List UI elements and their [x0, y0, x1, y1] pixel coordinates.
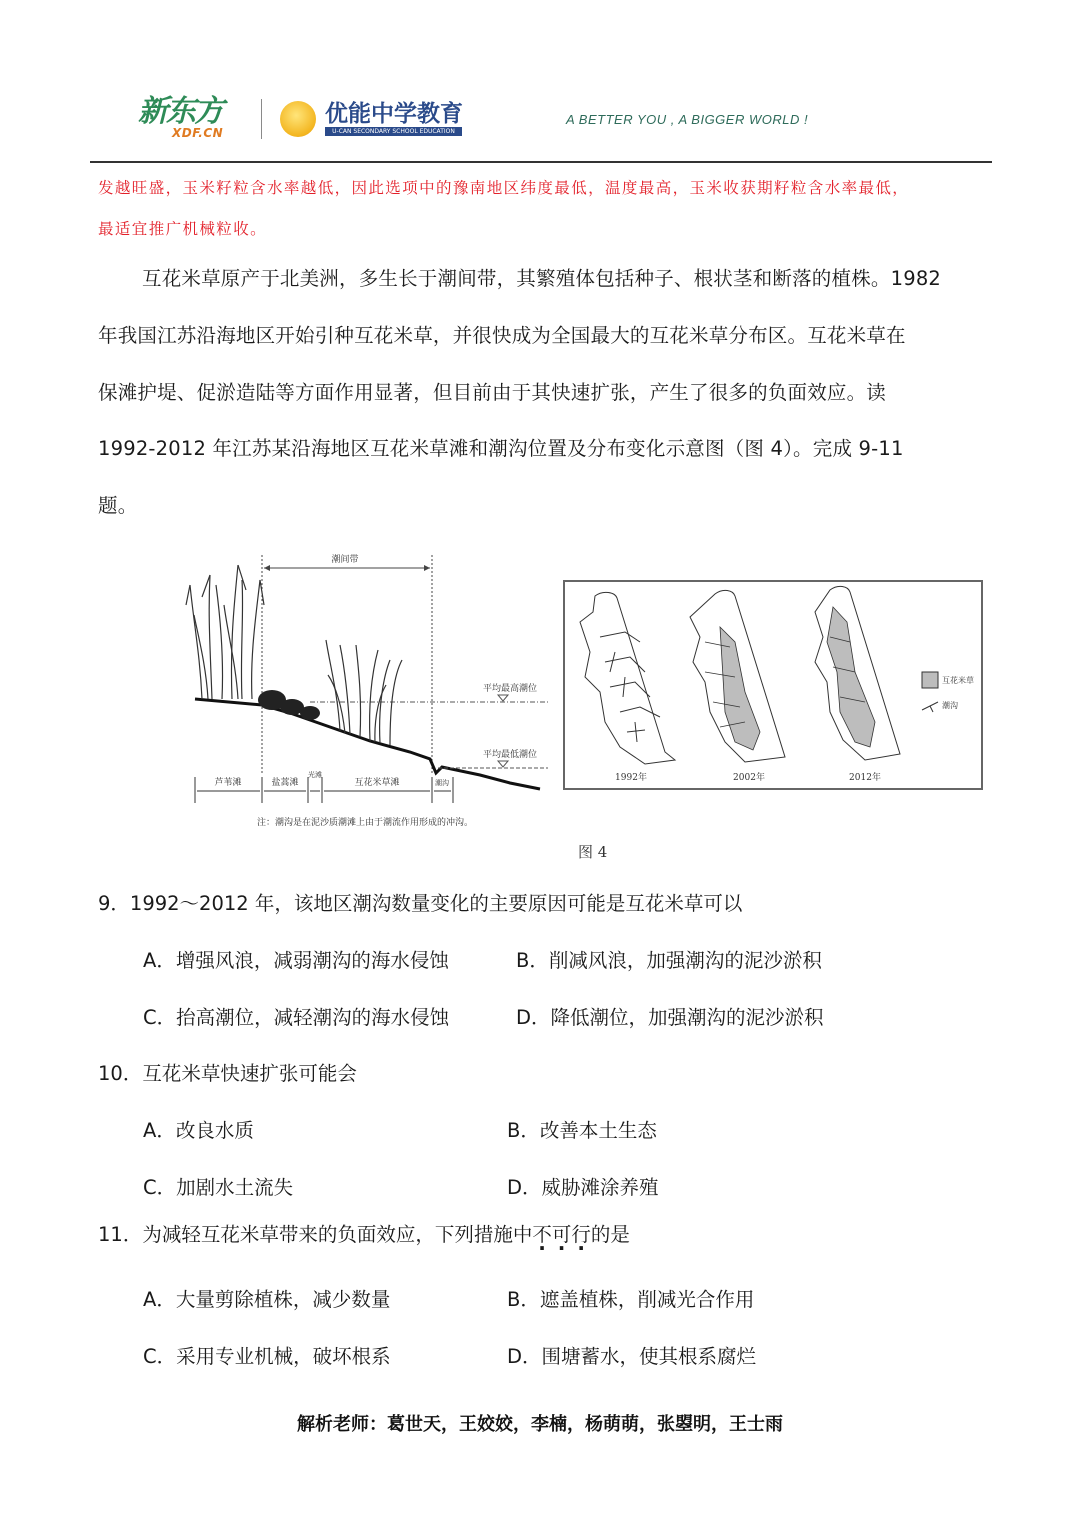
option-key: C．: [143, 1345, 177, 1368]
low-tide-marker-icon: [498, 761, 508, 767]
spartina-distribution-maps: [563, 580, 983, 790]
map-year-label: 2012年: [849, 773, 881, 783]
zone-label: 芦苇滩: [214, 778, 242, 788]
low-tide-label: 平均最低潮位: [482, 750, 538, 760]
emphasized-char: 行: [571, 1223, 591, 1246]
question-text: 的是: [590, 1223, 630, 1246]
option-key: D．: [507, 1345, 542, 1368]
option-text: 采用专业机械，破坏根系: [176, 1345, 391, 1368]
map-2012: [815, 586, 900, 760]
option-key: B．: [516, 949, 549, 972]
xdf-logo-domain: XDF.CN: [172, 126, 224, 140]
option-a[interactable]: [143, 1284, 390, 1312]
option-key: C．: [143, 1176, 177, 1199]
xdf-logo-cn: 新东方: [138, 94, 222, 129]
option-a[interactable]: [143, 1115, 254, 1143]
option-text: 改良水质: [175, 1119, 254, 1142]
passage-line: 题。: [98, 494, 138, 517]
header-divider: [90, 161, 992, 163]
option-b[interactable]: [516, 945, 822, 973]
passage-line: 年我国江苏沿海地区开始引种互花米草，并很快成为全国最大的互花米草分布区。互花米草在: [98, 324, 906, 347]
option-key: C．: [143, 1006, 177, 1029]
option-d[interactable]: [507, 1341, 756, 1369]
answer-explanation-line: 最适宜推广机械粒收。: [98, 220, 268, 238]
intertidal-zone-label: 潮间带: [331, 555, 359, 565]
question-text: 互花米草快速扩张可能会: [142, 1062, 357, 1085]
option-a[interactable]: [143, 945, 449, 973]
passage-line: 互花米草原产于北美洲，多生长于潮间带，其繁殖体包括种子、根状茎和断落的植株。1982: [142, 267, 942, 290]
option-key: A．: [143, 1119, 176, 1142]
analysis-teachers: 解析老师：葛世天，王姣姣，李楠，杨萌萌，张曌明，王士雨: [297, 1414, 783, 1435]
option-text: 抬高潮位，减轻潮沟的海水侵蚀: [176, 1006, 450, 1029]
option-key: D．: [507, 1176, 542, 1199]
figure-note: 注：潮沟是在泥沙质潮滩上由于潮流作用形成的冲沟。: [256, 818, 474, 828]
map-1992: [580, 592, 675, 764]
question-number: 9．: [98, 892, 130, 915]
option-text: 加剧水土流失: [176, 1176, 294, 1199]
option-key: A．: [143, 1288, 176, 1311]
answer-explanation-line: 发越旺盛，玉米籽粒含水率越低，因此选项中的豫南地区纬度最低，温度最高，玉米收获期籽粒含水率最低，: [98, 179, 910, 197]
ucan-logo-text: 优能中学教育: [325, 101, 463, 127]
legend-label: 潮沟: [942, 701, 958, 710]
question-10-stem: [98, 1058, 357, 1086]
question-9-stem: [98, 888, 742, 916]
zone-label: 光滩: [308, 771, 322, 779]
tidal-creek-icon: [922, 702, 938, 712]
option-text: 增强风浪，减弱潮沟的海水侵蚀: [175, 949, 449, 972]
option-text: 遮盖植株，削减光合作用: [539, 1288, 755, 1311]
map-year-label: 1992年: [615, 773, 647, 783]
high-tide-marker-icon: [498, 695, 508, 701]
option-d[interactable]: [507, 1172, 659, 1200]
ground-profile: [195, 699, 540, 789]
passage-line: 保滩护堤、促淤造陆等方面作用显著，但目前由于其快速扩张，产生了很多的负面效应。读: [98, 381, 887, 404]
zone-label: 潮沟: [435, 779, 449, 787]
legend-label: 互花米草: [942, 676, 974, 685]
suaeda-shrubs-icon: [258, 690, 320, 720]
question-number: 10．: [98, 1062, 143, 1085]
option-key: A．: [143, 949, 176, 972]
map-2002: [690, 590, 785, 762]
option-key: B．: [507, 1288, 540, 1311]
ucan-badge-icon: [280, 101, 316, 137]
logo-divider: [261, 99, 262, 139]
intertidal-profile-diagram: [180, 545, 550, 835]
question-text: 1992～2012 年，该地区潮沟数量变化的主要原因可能是互花米草可以: [129, 892, 743, 915]
option-c[interactable]: [143, 1341, 391, 1369]
xdf-logo: [138, 96, 242, 144]
slogan: A BETTER YOU , A BIGGER WORLD !: [566, 112, 809, 127]
option-text: 大量剪除植株，减少数量: [175, 1288, 391, 1311]
high-tide-label: 平均最高潮位: [482, 684, 538, 694]
option-text: 威胁滩涂养殖: [541, 1176, 659, 1199]
option-b[interactable]: [507, 1284, 754, 1312]
option-key: D．: [516, 1006, 551, 1029]
option-d[interactable]: [516, 1002, 824, 1030]
figure-caption: 图 4: [578, 843, 608, 861]
question-11-stem: [98, 1219, 630, 1247]
passage-line: 1992-2012 年江苏某沿海地区互花米草滩和潮沟位置及分布变化示意图（图 4）。完成 9-11: [98, 437, 904, 460]
question-text: 为减轻互花米草带来的负面效应，下列措施中: [142, 1223, 533, 1246]
option-text: 削减风浪，加强潮沟的泥沙淤积: [548, 949, 822, 972]
zone-label: 互花米草滩: [354, 778, 400, 788]
option-text: 围塘蓄水，使其根系腐烂: [541, 1345, 757, 1368]
emphasized-char: 可: [551, 1223, 572, 1246]
option-text: 降低潮位，加强潮沟的泥沙淤积: [550, 1006, 824, 1029]
option-c[interactable]: [143, 1172, 293, 1200]
ucan-logo-subtitle: U-CAN SECONDARY SCHOOL EDUCATION: [325, 127, 462, 136]
emphasized-char: 不: [532, 1223, 552, 1246]
option-key: B．: [507, 1119, 540, 1142]
question-number: 11．: [98, 1223, 143, 1246]
option-b[interactable]: [507, 1115, 657, 1143]
hatched-square-icon: [922, 672, 938, 688]
option-text: 改善本土生态: [539, 1119, 657, 1142]
map-year-label: 2002年: [733, 773, 765, 783]
zone-label: 盐蒿滩: [271, 778, 299, 788]
reed-plants-icon: [186, 565, 264, 699]
option-c[interactable]: [143, 1002, 449, 1030]
